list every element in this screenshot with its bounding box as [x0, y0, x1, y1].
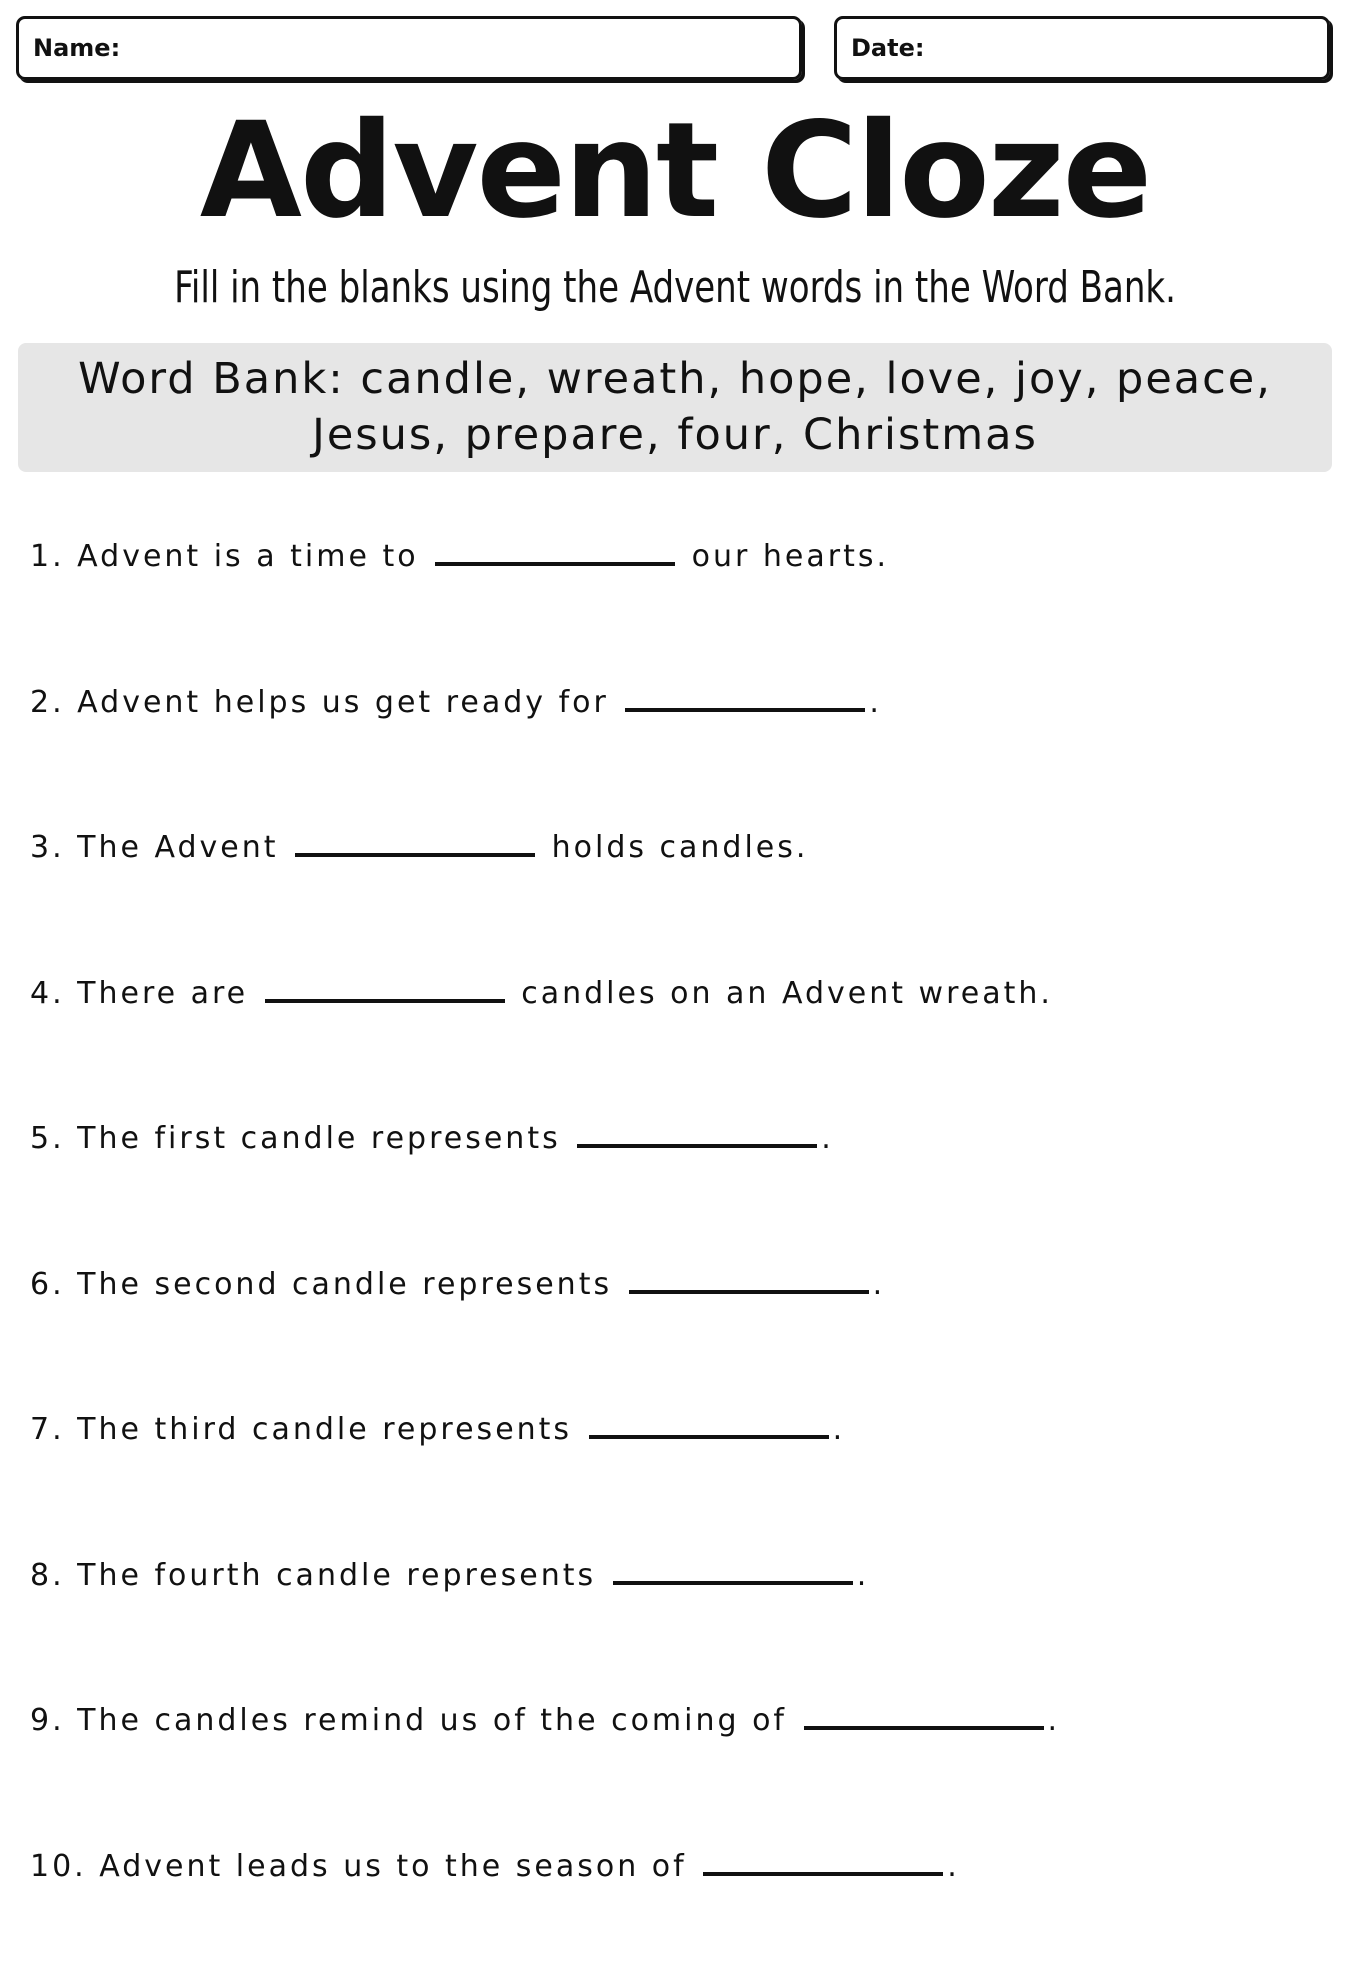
answer-blank[interactable]: [435, 556, 675, 566]
answer-blank[interactable]: [625, 702, 865, 712]
question-text-end: .: [833, 1412, 846, 1447]
question-text: 4. There are: [30, 976, 248, 1011]
question-7: [30, 1395, 1330, 1541]
question-9: [30, 1686, 1330, 1832]
question-text-end: our hearts.: [692, 539, 889, 574]
question-4: [30, 959, 1330, 1105]
question-8: [30, 1541, 1330, 1687]
question-2: [30, 668, 1330, 814]
date-field[interactable]: [834, 16, 1330, 80]
word-bank-line-1: Word Bank: candle, wreath, hope, love, joy, peace,: [46, 351, 1304, 407]
question-text: 3. The Advent: [30, 830, 279, 865]
question-text: 1. Advent is a time to: [30, 539, 419, 574]
question-5: [30, 1104, 1330, 1250]
answer-blank[interactable]: [265, 993, 505, 1003]
question-3: [30, 813, 1330, 959]
word-bank-line-2: Jesus, prepare, four, Christmas: [46, 407, 1304, 463]
question-list: [30, 522, 1330, 1977]
worksheet-title: Advent Cloze: [0, 96, 1350, 246]
question-text-end: .: [869, 685, 882, 720]
question-text-end: candles on an Advent wreath.: [521, 976, 1053, 1011]
question-1: [30, 522, 1330, 668]
question-10: [30, 1832, 1330, 1977]
name-label: Name:: [33, 34, 120, 62]
question-text-end: holds candles.: [552, 830, 809, 865]
answer-blank[interactable]: [629, 1284, 869, 1294]
question-text-end: .: [857, 1558, 870, 1593]
question-text: 2. Advent helps us get ready for: [30, 685, 609, 720]
question-text: 5. The first candle represents: [30, 1121, 561, 1156]
question-text-end: .: [821, 1121, 834, 1156]
question-text-end: .: [947, 1849, 960, 1884]
answer-blank[interactable]: [613, 1575, 853, 1585]
name-field[interactable]: [16, 16, 802, 80]
answer-blank[interactable]: [577, 1138, 817, 1148]
answer-blank[interactable]: [295, 847, 535, 857]
question-text-end: .: [1048, 1703, 1061, 1738]
question-text: 9. The candles remind us of the coming of: [30, 1703, 787, 1738]
question-text: 10. Advent leads us to the season of: [30, 1849, 687, 1884]
instructions: Fill in the blanks using the Advent words in the Word Bank.: [95, 258, 1256, 318]
question-text-end: .: [873, 1267, 886, 1302]
date-label: Date:: [851, 34, 924, 62]
answer-blank[interactable]: [589, 1429, 829, 1439]
answer-blank[interactable]: [703, 1866, 943, 1876]
question-text: 6. The second candle represents: [30, 1267, 612, 1302]
word-bank: [18, 343, 1332, 472]
question-text: 8. The fourth candle represents: [30, 1558, 596, 1593]
question-text: 7. The third candle represents: [30, 1412, 572, 1447]
answer-blank[interactable]: [804, 1720, 1044, 1730]
question-6: [30, 1250, 1330, 1396]
